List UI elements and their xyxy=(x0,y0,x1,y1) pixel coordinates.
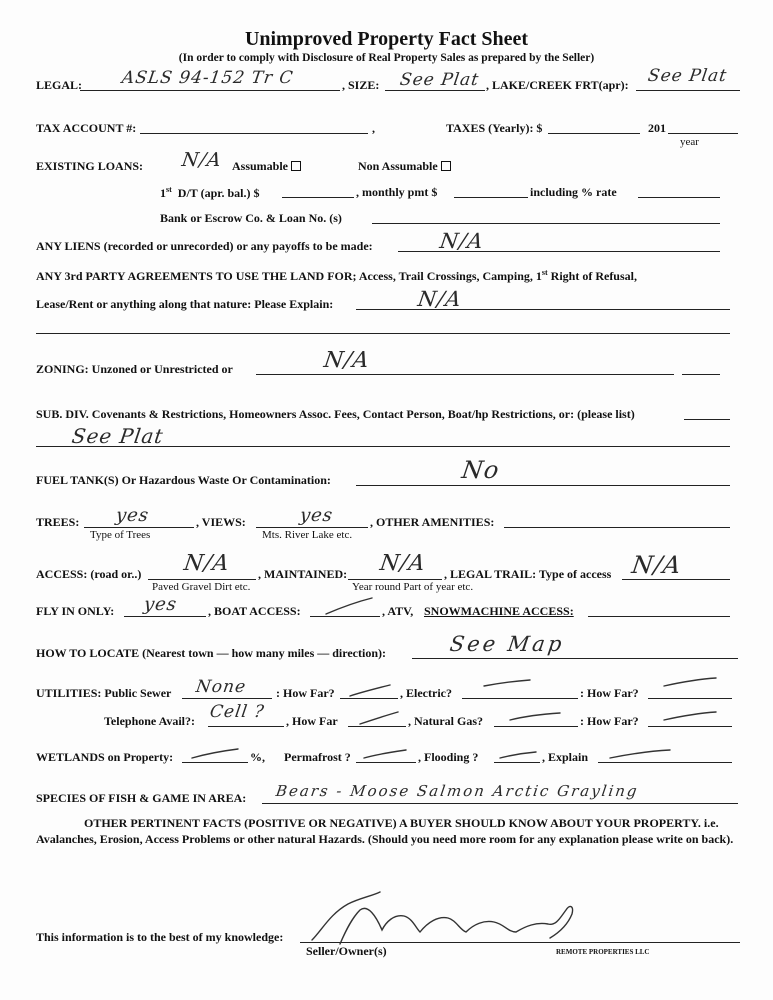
company-name: REMOTE PROPERTIES LLC xyxy=(556,948,650,956)
size-value: See Plat xyxy=(398,70,481,90)
subdivision-label: SUB. DIV. Covenants & Restrictions, Homeowners Assoc. Fees, Contact Person, Boat/hp Restrictions, or: (please list) xyxy=(36,407,635,421)
sewer-how-far-label: : How Far? xyxy=(276,686,335,700)
fly-in-value: yes xyxy=(142,594,179,615)
electric-how-far-label: : How Far? xyxy=(580,686,639,700)
telephone-value: Cell ? xyxy=(208,702,266,722)
other-facts-paragraph: OTHER PERTINENT FACTS (POSITIVE OR NEGATIVE) A BUYER SHOULD KNOW ABOUT YOUR PROPERTY. i.e. Avalanches, Erosion, Access Problems or other natural Hazards. (Should you need more room for any explanation please write on back). xyxy=(36,816,734,846)
liens-value: N/A xyxy=(438,229,486,253)
permafrost-dash xyxy=(364,750,406,758)
bank-escrow-label: Bank or Escrow Co. & Loan No. (s) xyxy=(160,211,342,225)
liens-label: ANY LIENS (recorded or unrecorded) or any payoffs to be made: xyxy=(36,239,373,253)
agreements-suffix: Right of Refusal, xyxy=(550,269,637,283)
species-value: Bears - Moose Salmon Arctic Grayling xyxy=(274,782,640,800)
explain-dash xyxy=(610,750,670,758)
access-value: N/A xyxy=(182,551,232,576)
telephone-how-far-dash xyxy=(360,712,398,724)
agreements-value: N/A xyxy=(416,287,464,311)
permafrost-label: Permafrost ? xyxy=(284,750,351,764)
seller-signature xyxy=(312,892,573,944)
dt-ordinal-sup: st xyxy=(166,185,172,194)
species-label: SPECIES OF FISH & GAME IN AREA: xyxy=(36,791,247,805)
telephone-how-far-label: , How Far xyxy=(286,714,338,728)
views-value: yes xyxy=(298,505,335,526)
boat-access-dash xyxy=(326,598,372,614)
trees-caption: Type of Trees xyxy=(90,529,151,541)
agreements-text: ANY 3rd PARTY AGREEMENTS TO USE THE LAND FOR; Access, Trail Crossings, Camping, 1 xyxy=(36,269,542,283)
natural-gas-label: , Natural Gas? xyxy=(408,714,483,728)
legal-trail-label: , LEGAL TRAIL: Type of access xyxy=(444,567,612,581)
maintained-label: , MAINTAINED: xyxy=(258,567,348,581)
gas-how-far-label: : How Far? xyxy=(580,714,639,728)
sewer-how-far-dash xyxy=(350,685,390,696)
trees-label: TREES: xyxy=(36,515,80,529)
zoning-label: ZONING: Unzoned or Unrestricted or xyxy=(36,362,233,376)
lake-frontage-value: See Plat xyxy=(646,66,729,86)
electric-label: , Electric? xyxy=(400,686,452,700)
tax-account-comma: , xyxy=(372,121,375,135)
non-assumable-label: Non Assumable xyxy=(358,159,438,173)
subdivision-value: See Plat xyxy=(70,424,166,448)
agreements-label-line2: Lease/Rent or anything along that nature: Please Explain: xyxy=(36,297,334,311)
locate-label: HOW TO LOCATE (Nearest town — how many miles — direction): xyxy=(36,646,387,660)
monthly-payment-label: , monthly pmt $ xyxy=(356,185,438,199)
dt-balance-text: D/T (apr. bal.) $ xyxy=(177,186,260,200)
assumable-label: Assumable xyxy=(232,159,289,173)
sewer-value: None xyxy=(194,677,248,697)
natural-gas-dash xyxy=(510,713,560,720)
gas-how-far-dash xyxy=(664,712,716,720)
fuel-tank-value: No xyxy=(460,456,502,484)
signature-statement: This information is to the best of my knowledge: xyxy=(36,930,284,944)
boat-access-label: , BOAT ACCESS: xyxy=(208,604,301,618)
flooding-dash xyxy=(500,752,536,758)
agreements-sup: st xyxy=(541,268,548,277)
explain-label: , Explain xyxy=(542,750,589,764)
page-title: Unimproved Property Fact Sheet xyxy=(244,28,529,50)
fly-in-label: FLY IN ONLY: xyxy=(36,604,115,618)
trees-value: yes xyxy=(114,505,151,526)
tax-year-prefix: 201 xyxy=(648,121,666,135)
utilities-label: UTILITIES: Public Sewer xyxy=(36,686,172,700)
telephone-label: Telephone Avail?: xyxy=(104,714,196,728)
existing-loans-value: N/A xyxy=(180,149,224,171)
page-subtitle: (In order to comply with Disclosure of Real Property Sales as prepared by the Seller) xyxy=(178,52,595,64)
views-caption: Mts. River Lake etc. xyxy=(262,529,353,541)
wetlands-label: WETLANDS on Property: xyxy=(36,750,174,764)
zoning-value: N/A xyxy=(322,348,372,373)
size-label: , SIZE: xyxy=(342,78,380,92)
wetlands-percent: %, xyxy=(250,750,265,764)
locate-value: See Map xyxy=(448,632,567,656)
atv-label: , ATV, xyxy=(382,604,414,618)
amenities-label: , OTHER AMENITIES: xyxy=(370,515,495,529)
electric-how-far-dash xyxy=(664,678,716,686)
wetlands-dash xyxy=(192,749,238,758)
legal-value: ASLS 94-152 Tr C xyxy=(120,68,295,88)
interest-rate-label: including % rate xyxy=(530,185,617,199)
views-label: , VIEWS: xyxy=(196,515,246,529)
flooding-label: , Flooding ? xyxy=(418,750,479,764)
tax-year-caption: year xyxy=(680,136,699,148)
access-label: ACCESS: (road or..) xyxy=(36,567,142,581)
tax-account-label: TAX ACCOUNT #: xyxy=(36,121,137,135)
existing-loans-label: EXISTING LOANS: xyxy=(36,159,144,173)
seller-owner-caption: Seller/Owner(s) xyxy=(306,944,387,958)
lake-frontage-label: , LAKE/CREEK FRT(apr): xyxy=(486,78,629,92)
dt-ordinal: 1 xyxy=(160,186,166,200)
electric-dash xyxy=(484,680,530,686)
legal-label: LEGAL: xyxy=(36,78,83,92)
legal-trail-value: N/A xyxy=(630,551,684,579)
fuel-tank-label: FUEL TANK(S) Or Hazardous Waste Or Contamination: xyxy=(36,473,331,487)
maintained-caption: Year round Part of year etc. xyxy=(352,581,474,593)
access-caption: Paved Gravel Dirt etc. xyxy=(152,581,251,593)
taxes-yearly-label: TAXES (Yearly): $ xyxy=(446,121,543,135)
snowmachine-label: SNOWMACHINE ACCESS: xyxy=(424,604,574,618)
maintained-value: N/A xyxy=(378,551,428,576)
